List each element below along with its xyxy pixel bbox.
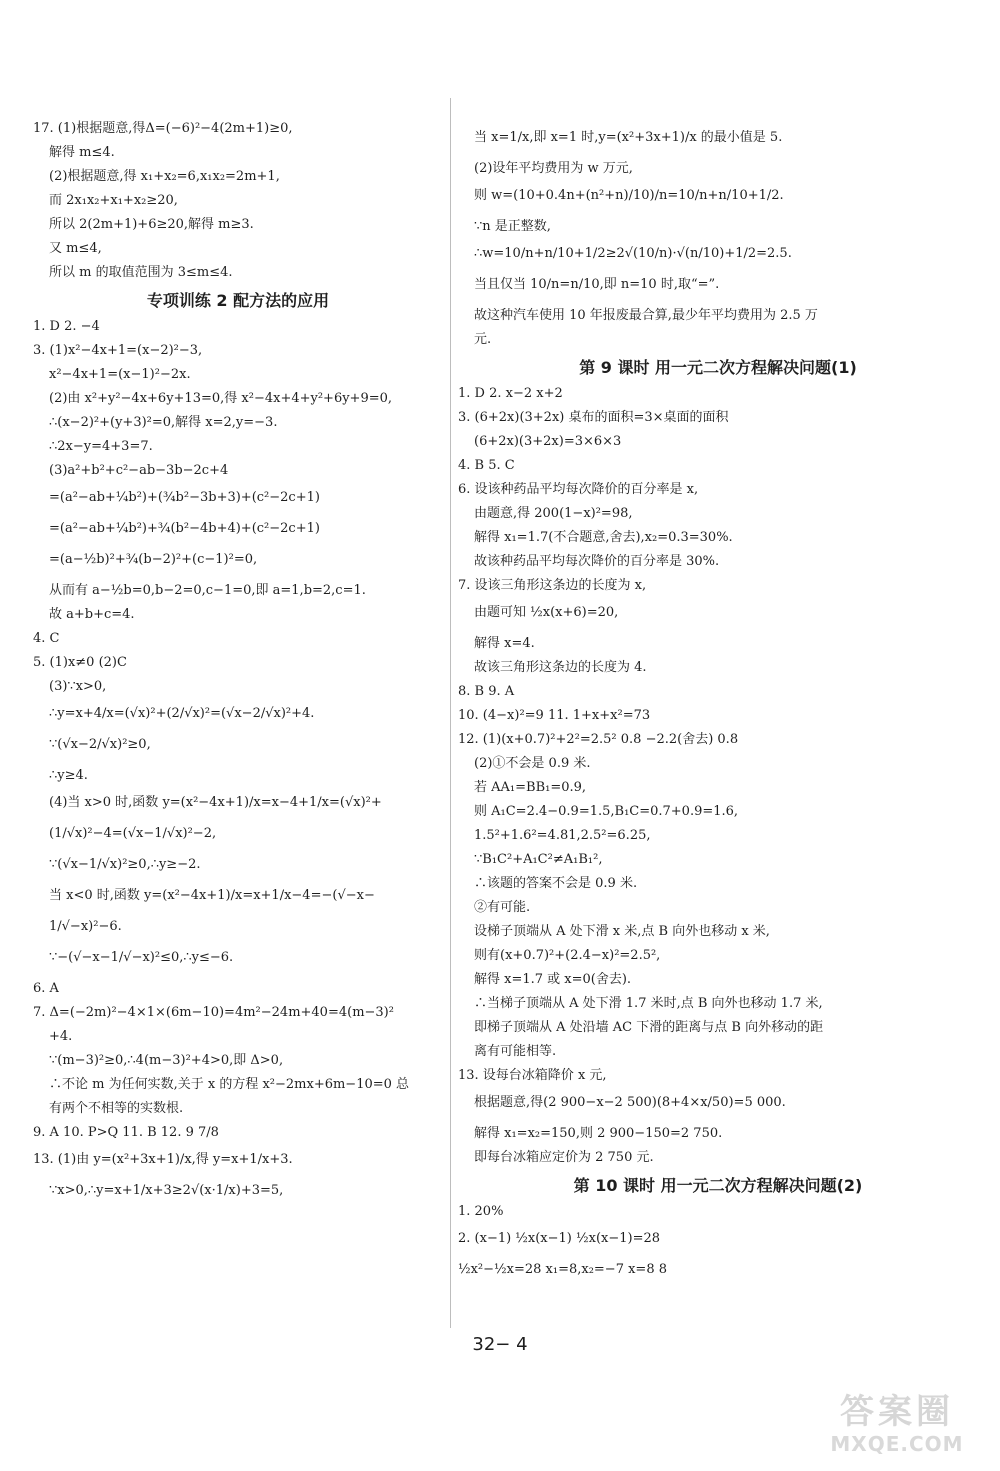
- answer-line: (2)由 x²+y²−4x+6y+13=0,得 x²−4x+4+y²+6y+9=0,: [49, 391, 393, 406]
- answer-line: =(a²−ab+¼b²)+(¾b²−3b+3)+(c²−2c+1): [49, 490, 320, 505]
- answer-line: 1. 20%: [458, 1204, 504, 1219]
- answer-line: 1. D 2. x−2 x+2: [458, 386, 563, 401]
- answer-line: 所以 m 的取值范围为 3≤m≤4.: [49, 265, 233, 280]
- answer-line: ∵n 是正整数,: [474, 219, 551, 234]
- section-heading: 专项训练 2 配方法的应用: [146, 291, 330, 310]
- answer-line: ∴当梯子顶端从 A 处下滑 1.7 米时,点 B 向外也移动 1.7 米,: [474, 996, 823, 1011]
- answer-line: 解得 x=1.7 或 x=0(舍去).: [474, 972, 632, 987]
- answer-line: 17. (1)根据题意,得Δ=(−6)²−4(2m+1)≥0,: [33, 121, 293, 136]
- answer-line: 13. (1)由 y=(x²+3x+1)/x,得 y=x+1/x+3.: [33, 1152, 293, 1167]
- column-divider: [450, 98, 451, 1328]
- answer-line: 2. (x−1) ½x(x−1) ½x(x−1)=28: [458, 1231, 661, 1246]
- watermark-site: MXQE.COM: [830, 1432, 964, 1456]
- answer-line: ∵(√x−1/√x)²≥0,∴y≥−2.: [49, 857, 201, 872]
- answer-line: 1.5²+1.6²=4.81,2.5²=6.25,: [474, 828, 651, 843]
- page-number: 32− 4: [472, 1334, 528, 1355]
- answer-line: 1. D 2. −4: [33, 319, 100, 334]
- answer-line: 当 x<0 时,函数 y=(x²−4x+1)/x=x+1/x−4=−(√−x−: [49, 888, 375, 903]
- answer-line: 有两个不相等的实数根.: [49, 1101, 184, 1116]
- answer-line: ∵(√x−2/√x)²≥0,: [49, 737, 151, 752]
- answer-line: 故该三角形这条边的长度为 4.: [474, 660, 647, 675]
- answer-line: 则 A₁C=2.4−0.9=1.5,B₁C=0.7+0.9=1.6,: [474, 804, 739, 819]
- answer-line: 离有可能相等.: [474, 1044, 557, 1059]
- answer-line: 元.: [474, 332, 492, 347]
- answer-line: ∴该题的答案不会是 0.9 米.: [474, 876, 638, 891]
- answer-line: ∵−(√−x−1/√−x)²≤0,∴y≤−6.: [49, 950, 234, 965]
- answer-line: 设梯子顶端从 A 处下滑 x 米,点 B 向外也移动 x 米,: [474, 924, 770, 939]
- answer-line: (6+2x)(3+2x)=3×6×3: [474, 434, 622, 449]
- watermark-logo: 答案圈: [840, 1392, 954, 1432]
- answer-line: =(a−½b)²+¾(b−2)²+(c−1)²=0,: [49, 552, 258, 567]
- answer-line: 5. (1)x≠0 (2)C: [33, 655, 127, 670]
- answer-line: (1/√x)²−4=(√x−1/√x)²−2,: [49, 826, 217, 841]
- answer-line: (2)①不会是 0.9 米.: [474, 756, 591, 771]
- answer-line: 根据题意,得(2 900−x−2 500)(8+4×x/50)=5 000.: [474, 1095, 786, 1110]
- answer-line: ∵x>0,∴y=x+1/x+3≥2√(x·1/x)+3=5,: [49, 1183, 284, 1198]
- answer-line: ½x²−½x=28 x₁=8,x₂=−7 x=8 8: [458, 1262, 668, 1277]
- answer-line: 即梯子顶端从 A 处沿墙 AC 下滑的距离与点 B 向外移动的距: [474, 1020, 824, 1035]
- answer-line: 解得 m≤4.: [49, 145, 115, 160]
- answer-line: 由题意,得 200(1−x)²=98,: [474, 506, 633, 521]
- answer-line: 由题可知 ½x(x+6)=20,: [474, 605, 619, 620]
- answer-line: 又 m≤4,: [49, 241, 102, 256]
- answer-line: 则有(x+0.7)²+(2.4−x)²=2.5²,: [474, 948, 661, 963]
- answer-line: 故该种药品平均每次降价的百分率是 30%.: [474, 554, 720, 569]
- answer-line: ∵B₁C²+A₁C²≠A₁B₁²,: [474, 852, 603, 867]
- answer-line: x²−4x+1=(x−1)²−2x.: [49, 367, 191, 382]
- answer-line: 6. 设该种药品平均每次降价的百分率是 x,: [458, 482, 699, 497]
- answer-line: 12. (1)(x+0.7)²+2²=2.5² 0.8 −2.2(舍去) 0.8: [458, 732, 739, 747]
- answer-line: 若 AA₁=BB₁=0.9,: [474, 780, 587, 795]
- answer-line: ②有可能.: [474, 900, 531, 915]
- answer-line: ∴y≥4.: [49, 768, 88, 783]
- answer-line: 解得 x=4.: [474, 636, 535, 651]
- answer-line: 当且仅当 10/n=n/10,即 n=10 时,取“=”.: [474, 277, 720, 292]
- answer-line: ∴y=x+4/x=(√x)²+(2/√x)²=(√x−2/√x)²+4.: [49, 706, 315, 721]
- answer-line: 7. 设该三角形这条边的长度为 x,: [458, 578, 647, 593]
- answer-line: 而 2x₁x₂+x₁+x₂≥20,: [49, 193, 178, 208]
- answer-line: 4. B 5. C: [458, 458, 515, 473]
- answer-line: 10. (4−x)²=9 11. 1+x+x²=73: [458, 708, 651, 723]
- answer-line: ∴(x−2)²+(y+3)²=0,解得 x=2,y=−3.: [49, 415, 278, 430]
- answer-line: 即每台冰箱应定价为 2 750 元.: [474, 1150, 654, 1165]
- answer-line: 故 a+b+c=4.: [49, 607, 135, 622]
- answer-line: (3)a²+b²+c²−ab−3b−2c+4: [49, 463, 229, 478]
- answer-line: (2)设年平均费用为 w 万元,: [474, 161, 633, 176]
- answer-line: ∴不论 m 为任何实数,关于 x 的方程 x²−2mx+6m−10=0 总: [49, 1077, 410, 1092]
- answer-line: 9. A 10. P>Q 11. B 12. 9 7/8: [33, 1125, 219, 1140]
- answer-line: 解得 x₁=x₂=150,则 2 900−150=2 750.: [474, 1126, 723, 1141]
- answer-line: 1/√−x)²−6.: [49, 919, 122, 934]
- answer-line: 8. B 9. A: [458, 684, 515, 699]
- answer-line: +4.: [49, 1029, 73, 1044]
- answer-line: =(a²−ab+¼b²)+¾(b²−4b+4)+(c²−2c+1): [49, 521, 320, 536]
- right-column: [458, 120, 978, 1292]
- answer-line: ∴2x−y=4+3=7.: [49, 439, 153, 454]
- answer-line: 则 w=(10+0.4n+(n²+n)/10)/n=10/n+n/10+1/2.: [474, 188, 784, 203]
- answer-line: 所以 2(2m+1)+6≥20,解得 m≥3.: [49, 217, 254, 232]
- answer-line: (3)∵x>0,: [49, 679, 107, 694]
- watermark: [812, 1392, 982, 1462]
- answer-line: (4)当 x>0 时,函数 y=(x²−4x+1)/x=x−4+1/x=(√x)²+: [49, 795, 382, 810]
- answer-line: (2)根据题意,得 x₁+x₂=6,x₁x₂=2m+1,: [49, 169, 280, 184]
- answer-line: ∴w=10/n+n/10+1/2≥2√(10/n)·√(n/10)+1/2=2.5.: [474, 246, 792, 261]
- answer-line: 当 x=1/x,即 x=1 时,y=(x²+3x+1)/x 的最小值是 5.: [474, 130, 783, 145]
- answer-line: 3. (6+2x)(3+2x) 桌布的面积=3×桌面的面积: [458, 410, 729, 425]
- left-column: [33, 120, 443, 1213]
- section-heading: 第 9 课时 用一元二次方程解决问题(1): [579, 358, 857, 377]
- answer-line: 3. (1)x²−4x+1=(x−2)²−3,: [33, 343, 203, 358]
- answer-line: 故这种汽车使用 10 年报废最合算,最少年平均费用为 2.5 万: [474, 308, 818, 323]
- section-heading: 第 10 课时 用一元二次方程解决问题(2): [573, 1176, 863, 1195]
- answer-line: 解得 x₁=1.7(不合题意,舍去),x₂=0.3=30%.: [474, 530, 733, 545]
- answer-line: 13. 设每台冰箱降价 x 元,: [458, 1068, 607, 1083]
- answer-line: 4. C: [33, 631, 60, 646]
- answer-line: 6. A: [33, 981, 59, 996]
- answer-line: 从而有 a−½b=0,b−2=0,c−1=0,即 a=1,b=2,c=1.: [49, 583, 366, 598]
- answer-line: 7. Δ=(−2m)²−4×1×(6m−10)=4m²−24m+40=4(m−3)²: [33, 1005, 394, 1020]
- answer-line: ∵(m−3)²≥0,∴4(m−3)²+4>0,即 Δ>0,: [49, 1053, 284, 1068]
